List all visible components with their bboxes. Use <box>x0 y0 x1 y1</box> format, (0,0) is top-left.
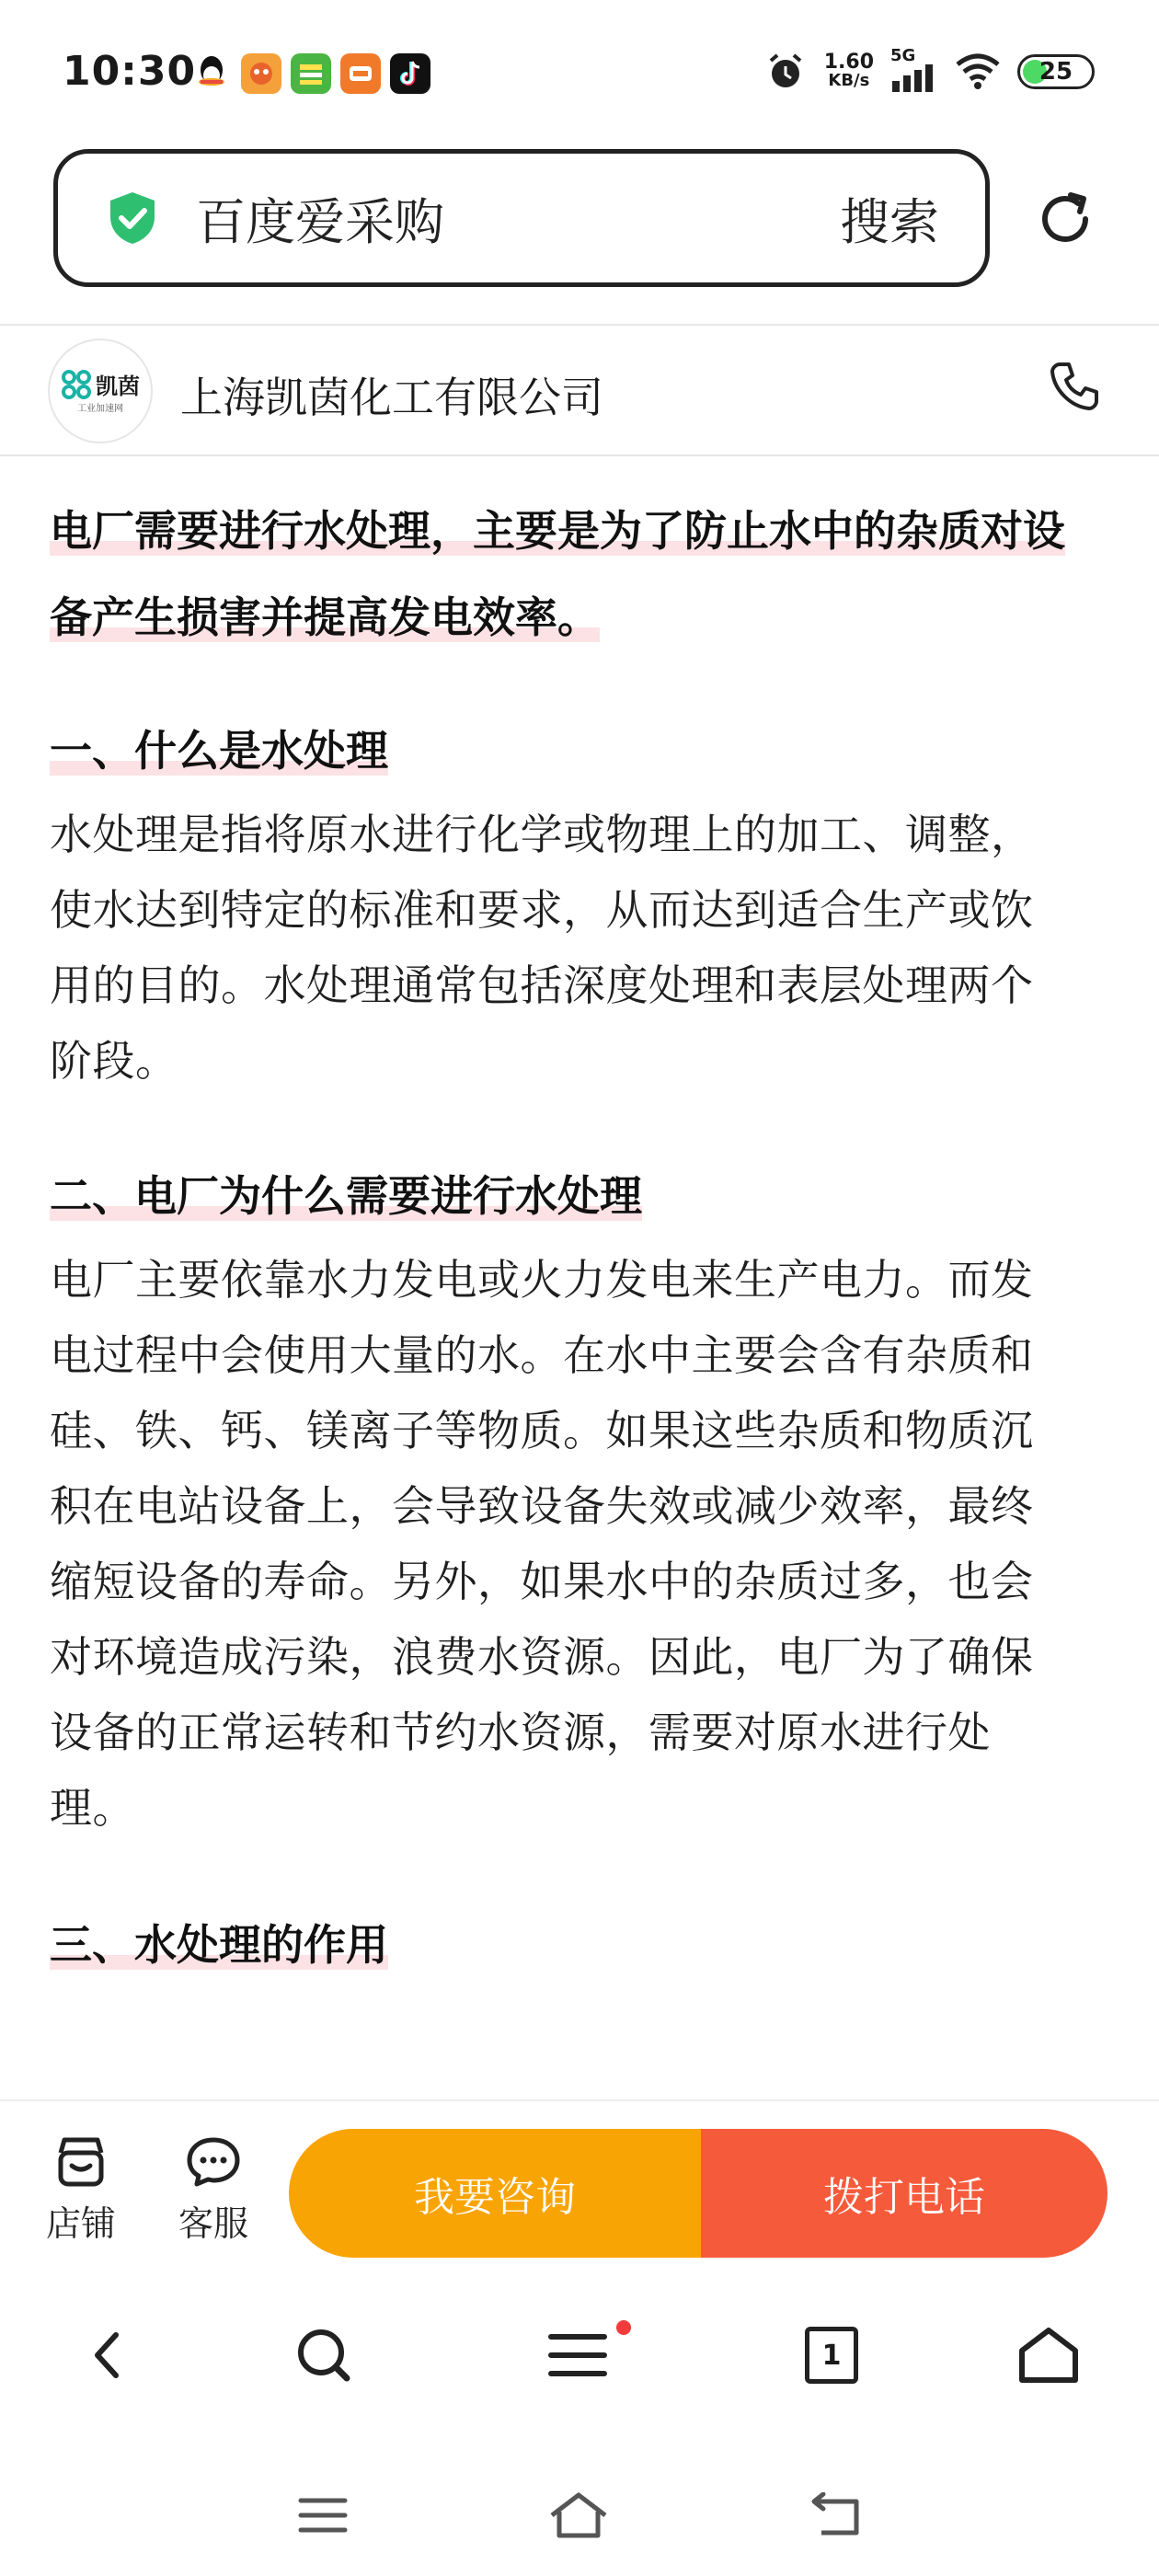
signal-icon <box>890 46 938 92</box>
search-bar[interactable] <box>53 149 990 287</box>
section-body: 水处理是指将原水进行化学或物理上的加工、调整，使水达到特定的标准和要求，从而达到适合生产或饮用的目的。水处理通常包括深度处理和表层处理两个阶段。 <box>50 810 1034 1086</box>
game-app-icon <box>241 53 281 94</box>
back-button[interactable] <box>70 2318 143 2392</box>
section-heading: 一、什么是水处理 <box>50 726 388 776</box>
logo-subtitle: 工业加速网 <box>77 404 123 414</box>
system-back-button[interactable] <box>804 2488 868 2543</box>
company-name[interactable]: 上海凯茵化工有限公司 <box>180 373 603 422</box>
bottom-action-bar <box>0 2099 1159 2271</box>
shop-icon <box>52 2134 110 2190</box>
browser-nav-bar <box>0 2276 1159 2442</box>
recent-apps-icon <box>297 2495 349 2536</box>
tiktok-icon <box>390 53 430 94</box>
battery-level: 25 <box>1039 58 1073 86</box>
recruit-app-icon <box>340 53 381 94</box>
notification-app-icons <box>191 53 430 94</box>
chevron-left-icon <box>88 2328 125 2383</box>
tabs-button[interactable] <box>795 2318 868 2392</box>
section-body: 电厂主要依靠水力发电或火力发电来生产电力。而发电过程中会使用大量的水。在水中主要会含有杂质和硅、铁、钙、镁离子等物质。如果这些杂质和物质沉积在电站设备上，会导致设备失效或减少效率，最终缩短设备的寿命。另外，如果水中的杂质过多，也会对环境造成污染，浪费水资源。因此，电厂为了确保设备的正常运转和节约水资源，需要对原水进行处理。 <box>50 1255 1034 1833</box>
company-header <box>0 326 1159 454</box>
system-home-icon <box>546 2491 611 2539</box>
shop-label: 店铺 <box>45 2203 116 2244</box>
battery-indicator <box>1017 54 1095 89</box>
customer-service-button[interactable] <box>167 2134 259 2246</box>
phone-icon[interactable] <box>1047 359 1102 414</box>
wifi-icon <box>955 53 1001 90</box>
refresh-icon[interactable] <box>1032 186 1098 252</box>
divider <box>0 454 1159 456</box>
home-icon <box>1016 2325 1081 2386</box>
shop-button[interactable] <box>35 2134 127 2246</box>
search-nav-button[interactable] <box>287 2318 361 2392</box>
qq-icon <box>191 53 232 94</box>
article-content <box>50 488 1071 1972</box>
menu-icon <box>547 2329 608 2381</box>
home-button[interactable] <box>1012 2318 1085 2392</box>
chat-icon <box>184 2134 243 2190</box>
section-heading: 三、水处理的作用 <box>50 1920 388 1970</box>
search-icon <box>293 2325 354 2386</box>
notification-dot <box>616 2320 631 2335</box>
search-button[interactable]: 搜索 <box>840 192 939 251</box>
status-time: 10:30 <box>63 48 197 95</box>
section-heading: 二、电厂为什么需要进行水处理 <box>50 1171 642 1221</box>
net-speed: 1.60 KB/s <box>823 51 874 90</box>
article-lead: 电厂需要进行水处理，主要是为了防止水中的杂质对设备产生损害并提高发电效率。 <box>50 506 1065 642</box>
alarm-icon <box>763 50 808 94</box>
status-bar <box>0 0 1159 147</box>
menu-button[interactable] <box>541 2318 614 2392</box>
video-app-icon <box>291 53 331 94</box>
consult-button[interactable]: 我要咨询 <box>289 2129 701 2258</box>
company-logo[interactable] <box>48 339 153 443</box>
logo-text: 凯茵 <box>96 374 140 399</box>
search-query[interactable]: 百度爱采购 <box>196 192 444 251</box>
system-nav-bar <box>0 2442 1159 2576</box>
shield-check-icon <box>104 190 161 247</box>
network-type: 5G <box>890 46 916 65</box>
system-home-button[interactable] <box>546 2488 611 2543</box>
recent-apps-button[interactable] <box>291 2488 355 2543</box>
service-label: 客服 <box>178 2203 248 2244</box>
status-right <box>763 46 1095 94</box>
system-back-icon <box>809 2492 864 2538</box>
tab-count: 1 <box>805 2327 858 2384</box>
logo-mark-icon <box>61 369 92 400</box>
call-button[interactable]: 拨打电话 <box>701 2129 1107 2258</box>
